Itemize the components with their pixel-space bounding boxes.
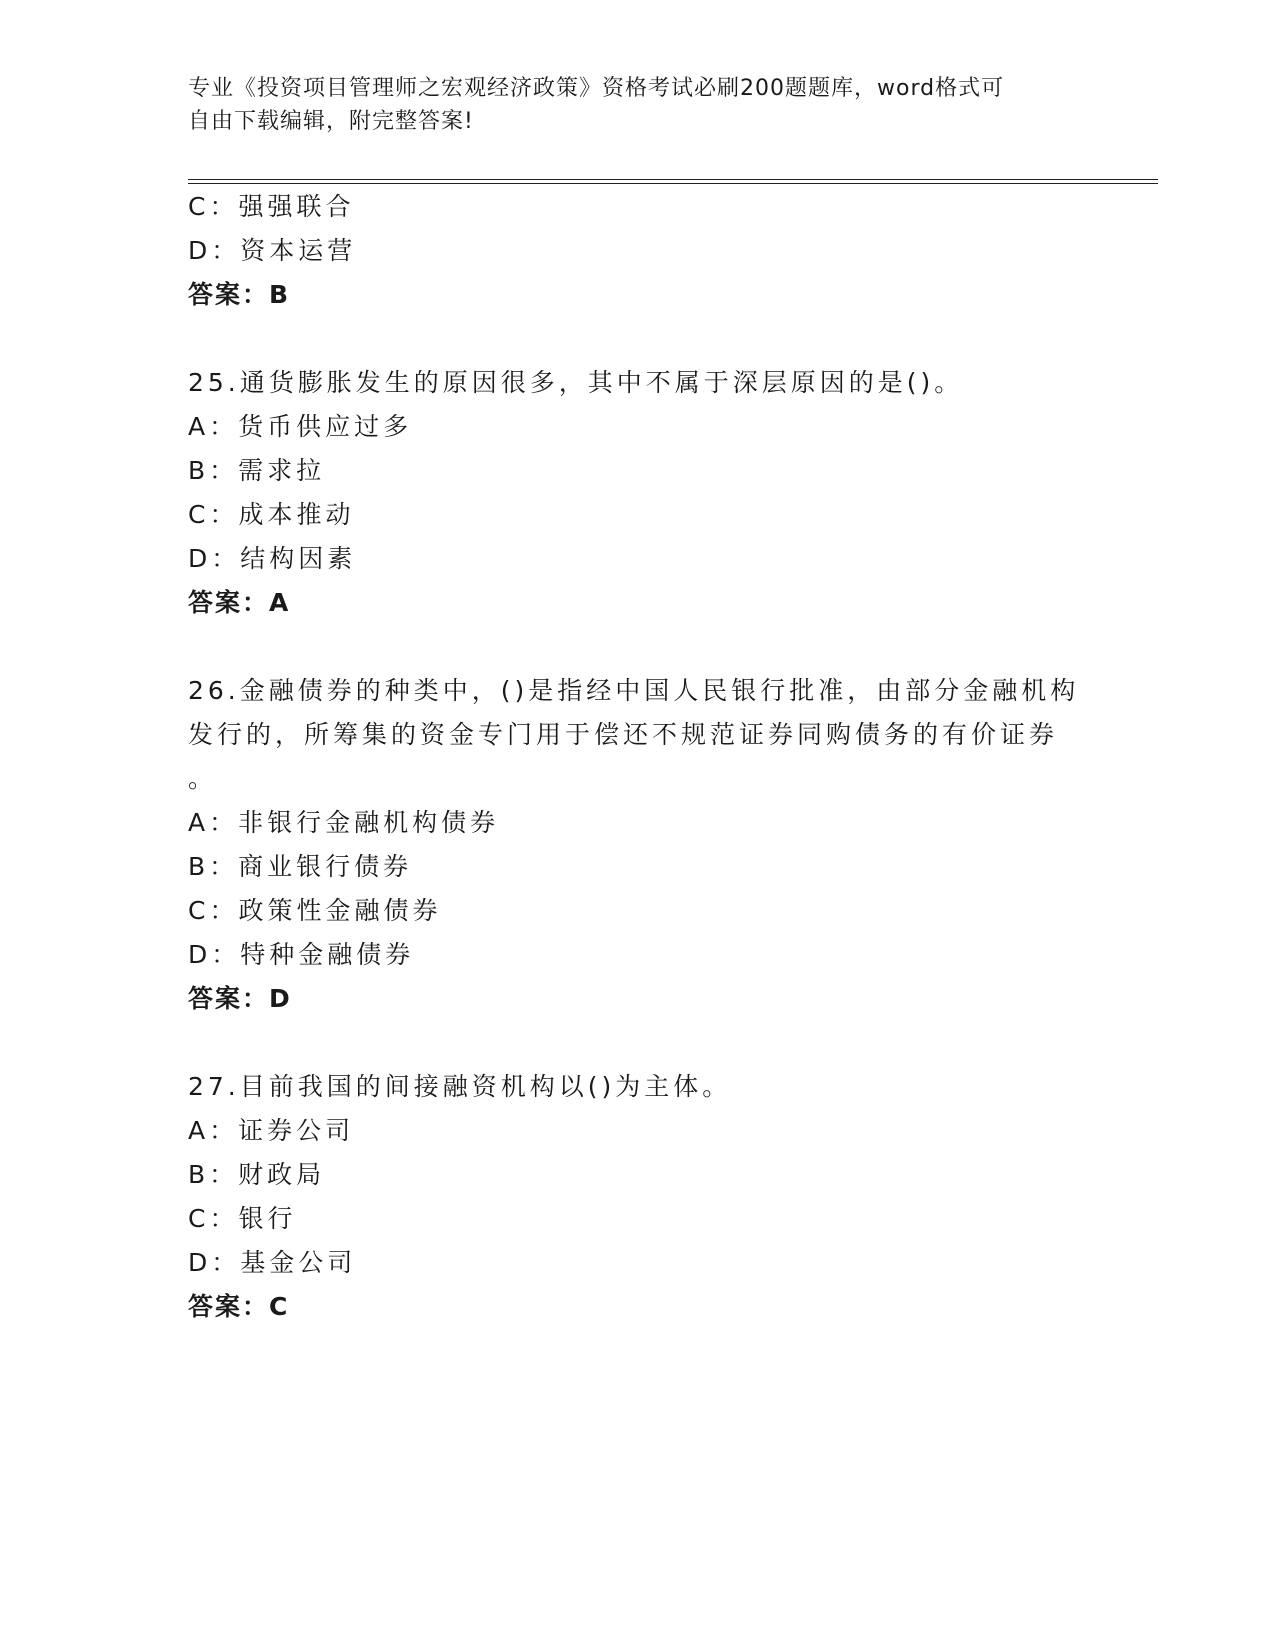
header-line-1: 专业《投资项目管理师之宏观经济政策》资格考试必刷200题题库，word格式可 bbox=[188, 76, 1005, 101]
question-27-stem: 27.目前我国的间接融资机构以()为主体。 bbox=[188, 1072, 732, 1101]
question-26-answer: 答案：D bbox=[188, 984, 292, 1013]
question-26-option-a: A：非银行金融机构债券 bbox=[188, 808, 500, 837]
question-26-stem-line-2: 发行的，所筹集的资金专门用于偿还不规范证券同购债务的有价证券 bbox=[188, 720, 1059, 749]
question-26-stem-line-3: 。 bbox=[188, 764, 218, 793]
header-divider-top bbox=[188, 179, 1158, 180]
header-divider-bottom bbox=[188, 183, 1158, 184]
prev-question-answer: 答案：B bbox=[188, 280, 291, 309]
question-27-option-c: C：银行 bbox=[188, 1204, 297, 1233]
header-line-2: 自由下载编辑，附完整答案! bbox=[188, 109, 474, 134]
question-26-option-b: B：商业银行债券 bbox=[188, 852, 413, 881]
question-27-option-d: D：基金公司 bbox=[188, 1248, 357, 1277]
question-27-answer: 答案：C bbox=[188, 1292, 290, 1321]
question-25-option-c: C：成本推动 bbox=[188, 500, 355, 529]
question-25-option-b: B：需求拉 bbox=[188, 456, 326, 485]
question-25-stem: 25.通货膨胀发生的原因很多，其中不属于深层原因的是()。 bbox=[188, 368, 964, 397]
question-26-option-c: C：政策性金融债券 bbox=[188, 896, 442, 925]
document-header bbox=[188, 72, 1088, 138]
question-25-option-a: A：货币供应过多 bbox=[188, 412, 413, 441]
question-27-option-a: A：证券公司 bbox=[188, 1116, 355, 1145]
prev-question-option-d: D：资本运营 bbox=[188, 236, 357, 265]
question-27-option-b: B：财政局 bbox=[188, 1160, 326, 1189]
question-25-answer: 答案：A bbox=[188, 588, 291, 617]
question-26-stem-line-1: 26.金融债券的种类中，()是指经中国人民银行批准，由部分金融机构 bbox=[188, 676, 1080, 705]
question-26-option-d: D：特种金融债券 bbox=[188, 940, 415, 969]
question-25-option-d: D：结构因素 bbox=[188, 544, 357, 573]
prev-question-option-c: C：强强联合 bbox=[188, 192, 355, 221]
